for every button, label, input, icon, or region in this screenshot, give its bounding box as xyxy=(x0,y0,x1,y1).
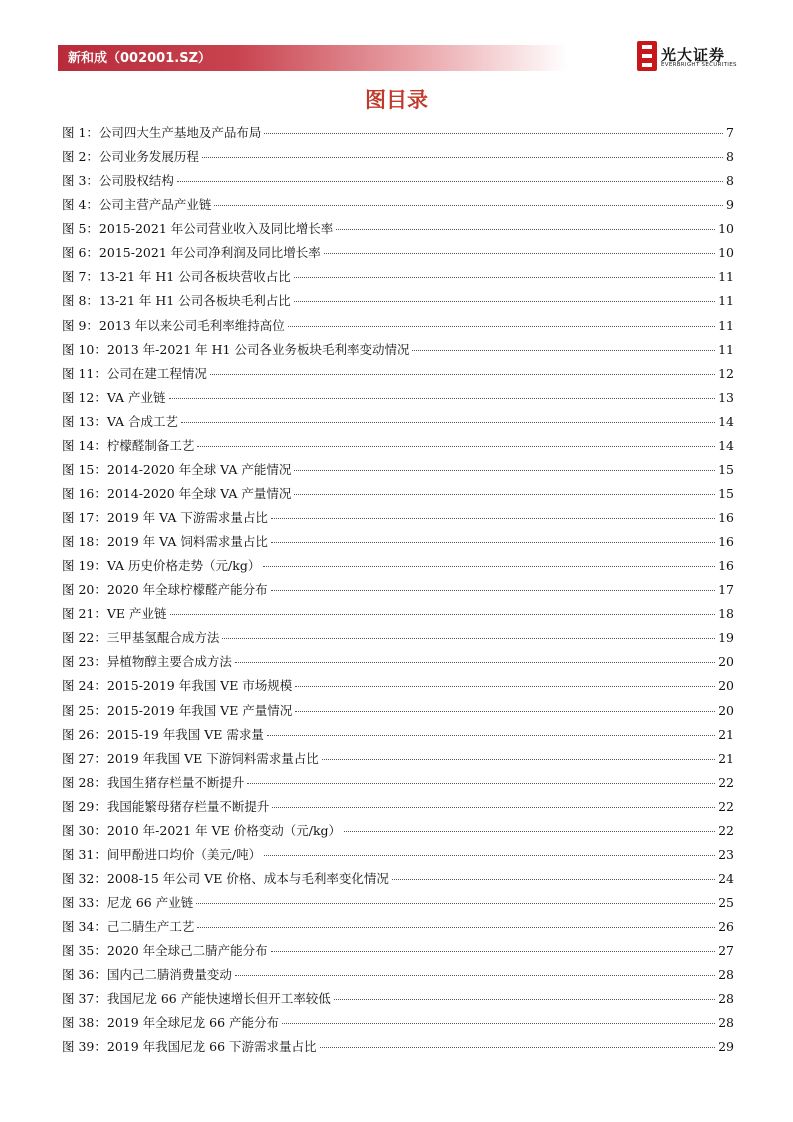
toc-entry-page: 7 xyxy=(726,125,734,140)
toc-dot-leader xyxy=(282,1023,715,1024)
toc-entry-label: 图 36：国内己二腈消费量变动 xyxy=(62,967,232,983)
toc-dot-leader xyxy=(177,181,723,182)
toc-dot-leader xyxy=(222,638,715,639)
brand-logo xyxy=(637,41,737,73)
toc-entry[interactable] xyxy=(62,891,734,915)
toc-entry-label: 图 4：公司主营产品产业链 xyxy=(62,197,212,213)
toc-entry[interactable] xyxy=(62,482,734,506)
toc-entry-label: 图 10：2013 年-2021 年 H1 公司各业务板块毛利率变动情况 xyxy=(62,341,410,357)
toc-dot-leader xyxy=(271,951,715,952)
toc-dot-leader xyxy=(344,831,715,832)
toc-entry-label: 图 11：公司在建工程情况 xyxy=(62,365,207,381)
toc-entry[interactable] xyxy=(62,241,734,265)
toc-dot-leader xyxy=(294,494,715,495)
toc-dot-leader xyxy=(288,326,715,327)
toc-dot-leader xyxy=(392,879,715,880)
toc-entry[interactable] xyxy=(62,530,734,554)
toc-entry-page: 28 xyxy=(718,967,734,983)
toc-entry-label: 图 20：2020 年全球柠檬醛产能分布 xyxy=(62,582,268,598)
toc-dot-leader xyxy=(295,711,715,712)
toc-entry[interactable] xyxy=(62,121,734,145)
toc-entry[interactable] xyxy=(62,939,734,963)
toc-entry-label: 图 22：三甲基氢醌合成方法 xyxy=(62,630,220,646)
toc-dot-leader xyxy=(247,783,715,784)
toc-entry[interactable] xyxy=(62,987,734,1011)
toc-dot-leader xyxy=(320,1047,716,1048)
toc-entry[interactable] xyxy=(62,1011,734,1035)
toc-entry[interactable] xyxy=(62,386,734,410)
toc-entry[interactable] xyxy=(62,771,734,795)
toc-dot-leader xyxy=(235,975,715,976)
toc-entry[interactable] xyxy=(62,145,734,169)
toc-entry-page: 15 xyxy=(718,461,734,477)
toc-dot-leader xyxy=(336,229,715,230)
toc-dot-leader xyxy=(295,686,715,687)
toc-entry-label: 图 26：2015-19 年我国 VE 需求量 xyxy=(62,726,264,742)
toc-dot-leader xyxy=(263,566,715,567)
toc-entry[interactable] xyxy=(62,578,734,602)
toc-entry-page: 13 xyxy=(718,389,734,405)
toc-entry-page: 8 xyxy=(726,149,734,165)
toc-entry-label: 图 29：我国能繁母猪存栏量不断提升 xyxy=(62,798,270,814)
toc-entry-page: 16 xyxy=(718,558,734,574)
toc-dot-leader xyxy=(235,662,715,663)
toc-entry-page: 14 xyxy=(718,413,734,429)
toc-entry[interactable] xyxy=(62,410,734,434)
toc-entry-page: 11 xyxy=(718,293,734,309)
toc-entry-label: 图 12：VA 产业链 xyxy=(62,389,166,405)
toc-dot-leader xyxy=(334,999,715,1000)
toc-entry-label: 图 19：VA 历史价格走势（元/kg） xyxy=(62,558,261,574)
toc-entry-label: 图 14：柠檬醛制备工艺 xyxy=(62,437,195,453)
toc-entry-page: 16 xyxy=(718,510,734,525)
toc-entry-label: 图 34：己二腈生产工艺 xyxy=(62,919,195,935)
toc-entry-page: 20 xyxy=(718,678,734,694)
toc-dot-leader xyxy=(267,735,715,736)
toc-entry-label: 图 17：2019 年 VA 下游需求量占比 xyxy=(62,510,268,525)
toc-entry[interactable] xyxy=(62,867,734,891)
toc-entry[interactable] xyxy=(62,674,734,698)
toc-entry-label: 图 15：2014-2020 年全球 VA 产能情况 xyxy=(62,461,292,477)
toc-dot-leader xyxy=(170,614,716,615)
toc-entry-label: 图 8：13-21 年 H1 公司各板块毛利占比 xyxy=(62,293,291,309)
toc-entry-label: 图 1：公司四大生产基地及产品布局 xyxy=(62,125,262,140)
toc-entry[interactable] xyxy=(62,699,734,723)
toc-entry-page: 8 xyxy=(726,173,734,189)
toc-entry-label: 图 39：2019 年我国尼龙 66 下游需求量占比 xyxy=(62,1039,317,1055)
toc-entry-page: 23 xyxy=(718,846,734,862)
toc-entry[interactable] xyxy=(62,289,734,313)
toc-entry-page: 26 xyxy=(718,919,734,935)
toc-entry-label: 图 38：2019 年全球尼龙 66 产能分布 xyxy=(62,1015,280,1031)
toc-entry-page: 29 xyxy=(718,1039,734,1055)
toc-entry-label: 图 9：2013 年以来公司毛利率维持高位 xyxy=(62,317,285,333)
toc-entry-page: 21 xyxy=(718,726,734,742)
toc-entry-label: 图 18：2019 年 VA 饲料需求量占比 xyxy=(62,534,268,550)
brand-name-cn: 光大证券 xyxy=(661,46,726,64)
toc-entry[interactable] xyxy=(62,915,734,939)
toc-entry[interactable] xyxy=(62,338,734,362)
toc-dot-leader xyxy=(271,518,715,519)
toc-entry[interactable] xyxy=(62,747,734,771)
toc-dot-leader xyxy=(272,807,715,808)
toc-entry-label: 图 37：我国尼龙 66 产能快速增长但开工率较低 xyxy=(62,991,331,1007)
toc-entry-label: 图 28：我国生猪存栏量不断提升 xyxy=(62,774,245,790)
toc-dot-leader xyxy=(271,590,715,591)
toc-entry-page: 21 xyxy=(718,750,734,766)
toc-entry-label: 图 13：VA 合成工艺 xyxy=(62,413,179,429)
toc-dot-leader xyxy=(271,542,715,543)
toc-entry-page: 12 xyxy=(718,365,734,381)
toc-entry[interactable] xyxy=(62,554,734,578)
toc-entry-label: 图 5：2015-2021 年公司营业收入及同比增长率 xyxy=(62,221,334,237)
toc-dot-leader xyxy=(264,133,723,134)
toc-entry-page: 11 xyxy=(718,341,734,357)
toc-entry-page: 16 xyxy=(718,534,734,550)
toc-entry[interactable] xyxy=(62,362,734,386)
toc-entry[interactable] xyxy=(62,602,734,626)
toc-entry-label: 图 21：VE 产业链 xyxy=(62,606,167,622)
toc-entry-label: 图 2：公司业务发展历程 xyxy=(62,149,199,165)
company-ticker: 新和成（002001.SZ） xyxy=(68,51,212,66)
toc-entry-label: 图 35：2020 年全球己二腈产能分布 xyxy=(62,943,268,959)
toc-entry[interactable] xyxy=(62,723,734,747)
toc-entry[interactable] xyxy=(62,963,734,987)
toc-entry-page: 28 xyxy=(718,991,734,1007)
toc-entry[interactable] xyxy=(62,193,734,217)
toc-entry-page: 25 xyxy=(718,895,734,910)
toc-entry-label: 图 23：异植物醇主要合成方法 xyxy=(62,654,232,670)
toc-entry[interactable] xyxy=(62,626,734,650)
toc-entry-page: 14 xyxy=(718,437,734,453)
page-title: 图目录 xyxy=(365,88,428,112)
toc-dot-leader xyxy=(294,301,715,302)
toc-entry[interactable] xyxy=(62,650,734,674)
toc-dot-leader xyxy=(412,350,715,351)
toc-entry-label: 图 7：13-21 年 H1 公司各板块营收占比 xyxy=(62,269,291,285)
toc-entry[interactable] xyxy=(62,795,734,819)
toc-dot-leader xyxy=(181,422,715,423)
toc-dot-leader xyxy=(214,205,723,206)
toc-entry-page: 28 xyxy=(718,1015,734,1031)
toc-entry-page: 22 xyxy=(718,774,734,790)
toc-dot-leader xyxy=(196,903,715,904)
brand-name-en: EVERBRIGHT SECURITIES xyxy=(661,62,737,68)
toc-entry-page: 27 xyxy=(718,943,734,959)
toc-dot-leader xyxy=(169,398,716,399)
toc-entry-page: 18 xyxy=(718,606,734,622)
toc-dot-leader xyxy=(197,927,715,928)
toc-entry-page: 19 xyxy=(718,630,734,646)
toc-entry-page: 11 xyxy=(718,317,734,333)
toc-entry-label: 图 33：尼龙 66 产业链 xyxy=(62,895,194,910)
toc-dot-leader xyxy=(294,277,715,278)
toc-dot-leader xyxy=(202,157,723,158)
toc-entry-label: 图 25：2015-2019 年我国 VE 产量情况 xyxy=(62,702,293,718)
toc-entry-page: 10 xyxy=(718,221,734,237)
toc-entry-label: 图 31：间甲酚进口均价（美元/吨） xyxy=(62,846,262,862)
toc-entry-page: 20 xyxy=(718,702,734,718)
toc-entry-label: 图 6：2015-2021 年公司净利润及同比增长率 xyxy=(62,245,321,261)
toc-entry[interactable] xyxy=(62,506,734,530)
toc-dot-leader xyxy=(294,470,715,471)
toc-entry-page: 22 xyxy=(718,822,734,838)
toc-entry[interactable] xyxy=(62,265,734,289)
table-of-figures xyxy=(62,121,734,1059)
toc-entry[interactable] xyxy=(62,314,734,338)
toc-entry[interactable] xyxy=(62,217,734,241)
toc-entry-page: 22 xyxy=(718,798,734,814)
toc-entry-page: 10 xyxy=(718,245,734,261)
toc-entry[interactable] xyxy=(62,434,734,458)
toc-entry[interactable] xyxy=(62,169,734,193)
toc-entry-page: 11 xyxy=(718,269,734,285)
toc-entry-page: 24 xyxy=(718,870,734,886)
toc-entry[interactable] xyxy=(62,458,734,482)
toc-entry[interactable] xyxy=(62,1035,734,1059)
toc-dot-leader xyxy=(197,446,715,447)
toc-dot-leader xyxy=(210,374,715,375)
toc-entry-page: 17 xyxy=(718,582,734,598)
brand-logo-icon xyxy=(637,41,657,71)
toc-entry-label: 图 16：2014-2020 年全球 VA 产量情况 xyxy=(62,485,292,501)
toc-entry-label: 图 24：2015-2019 年我国 VE 市场规模 xyxy=(62,678,293,694)
toc-dot-leader xyxy=(324,253,715,254)
toc-entry-page: 9 xyxy=(726,197,734,213)
toc-entry-page: 15 xyxy=(718,485,734,501)
toc-entry[interactable] xyxy=(62,843,734,867)
toc-dot-leader xyxy=(322,759,715,760)
toc-entry-label: 图 3：公司股权结构 xyxy=(62,173,174,189)
toc-entry-label: 图 32：2008-15 年公司 VE 价格、成本与毛利率变化情况 xyxy=(62,870,389,886)
toc-entry-page: 20 xyxy=(718,654,734,670)
toc-entry-label: 图 30：2010 年-2021 年 VE 价格变动（元/kg） xyxy=(62,822,342,838)
toc-dot-leader xyxy=(264,855,715,856)
toc-entry-label: 图 27：2019 年我国 VE 下游饲料需求量占比 xyxy=(62,750,319,766)
toc-entry[interactable] xyxy=(62,819,734,843)
